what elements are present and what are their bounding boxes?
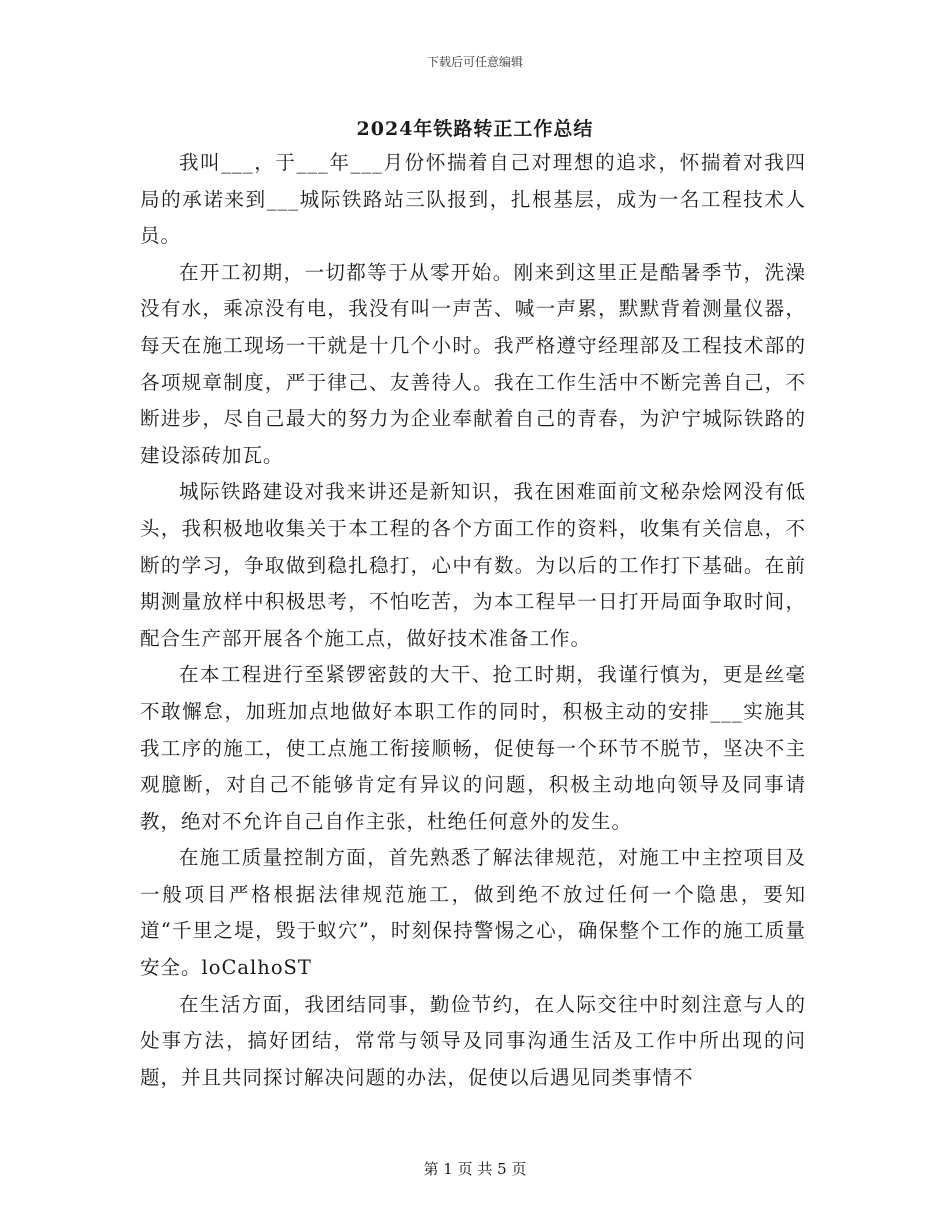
document-body: [140, 145, 806, 1096]
paragraph-2: 在开工初期，一切都等于从零开始。刚来到这里正是酷暑季节，洗澡没有水，乘凉没有电，我没有叫一声苦、喊一声累，默默背着测量仪器，每天在施工现场一干就是十几个小时。我严格遵守经理部及工程技术部的各项规章制度，严于律己、友善待人。我在工作生活中不断完善自己，不断进步，尽自己最大的努力为企业奉献着自己的青春，为沪宁城际铁路的建设添砖加瓦。: [140, 260, 806, 467]
document-title: 2024年铁路转正工作总结: [356, 118, 594, 140]
header-note: 下载后可任意编辑: [426, 55, 523, 69]
page-indicator: 第 1 页 共 5 页: [423, 1160, 527, 1178]
paragraph-3: 城际铁路建设对我来讲还是新知识，我在困难面前文秘杂烩网没有低头，我积极地收集关于本工程的各个方面工作的资料，收集有关信息，不断的学习，争取做到稳扎稳打，心中有数。为以后的工作打下基础。在前期测量放样中积极思考，不怕吃苦，为本工程早一日打开局面争取时间，配合生产部开展各个施工点，做好技术准备工作。: [140, 480, 806, 650]
paragraph-4: 在本工程进行至紧锣密鼓的大干、抢工时期，我谨行慎为，更是丝毫不敢懈怠，加班加点地做好本职工作的同时，积极主动的安排___实施其我工序的施工，使工点施工衔接顺畅，促使每一个环节不脱节，坚决不主观臆断，对自己不能够肯定有异议的问题，积极主动地向领导及同事请教，绝对不允许自己自作主张，杜绝任何意外的发生。: [140, 663, 806, 833]
paragraph-5: 在施工质量控制方面，首先熟悉了解法律规范，对施工中主控项目及一般项目严格根据法律规范施工，做到绝不放过任何一个隐患，要知道“千里之堤，毁于蚁穴”，时刻保持警惕之心，确保整个工作的施工质量安全。loCalhoST: [140, 846, 806, 980]
paragraph-6: 在生活方面，我团结同事，勤俭节约，在人际交往中时刻注意与人的处事方法，搞好团结，常常与领导及同事沟通生活及工作中所出现的问题，并且共同探讨解决问题的办法，促使以后遇见同类事情不: [140, 992, 806, 1089]
paragraph-1: 我叫___，于___年___月份怀揣着自己对理想的追求，怀揣着对我四局的承诺来到___城际铁路站三队报到，扎根基层，成为一名工程技术人员。: [140, 151, 806, 248]
